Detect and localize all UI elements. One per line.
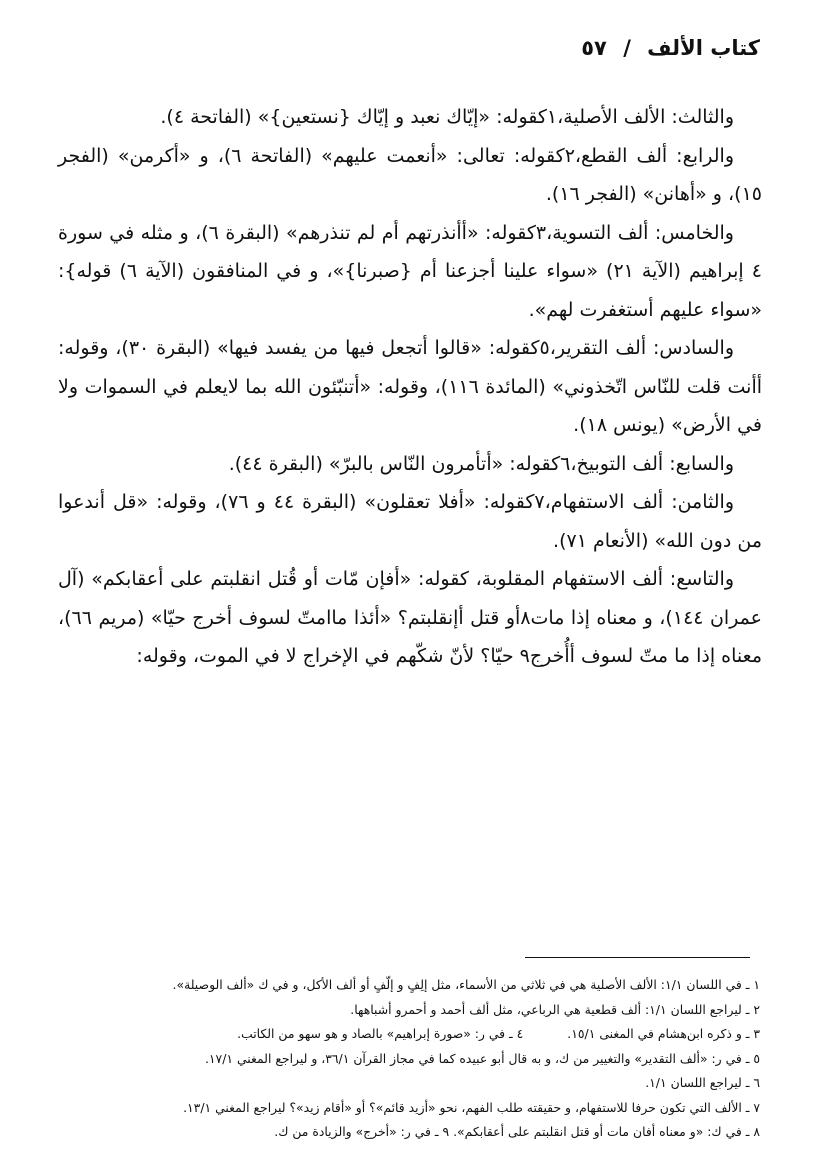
text-line: إبراهيم (الآية ٢١) «سواء علينا أجزعنا أم {صبرنا}»، و في المنافقون (الآية ٦) قوله}: «سواء bbox=[58, 260, 762, 321]
footnote-6: ٦ ـ ليراجع اللسان ١/١. bbox=[645, 1075, 760, 1090]
paragraph-seventh bbox=[58, 445, 762, 484]
footnote-3-4-line bbox=[100, 1022, 760, 1047]
main-text bbox=[58, 98, 762, 676]
text-line: والثالث: الألف الأصلية،١كقوله: «إيّاك نعبد و إيّاك {نستعين}» (الفاتحة ٤). bbox=[160, 106, 734, 128]
text-line: ٦٦)، معناه إذا ما متّ لسوف أأُخرج٩ حيّا؟ لأنّ شكّهم في الإخراج لا في الموت، وقوله: bbox=[58, 606, 762, 667]
header-separator: / bbox=[623, 36, 631, 60]
paragraph-ninth bbox=[58, 560, 762, 676]
text-line: والسابع: ألف التوبيخ،٦كقوله: «أتأمرون النّاس بالبرّ» (البقرة ٤٤). bbox=[228, 452, 734, 475]
footnote-divider bbox=[525, 957, 750, 958]
footnote-3: ٣ ـ و ذكره ابن‌هشام في المغنى ١٥/١. bbox=[567, 1026, 760, 1041]
footnotes bbox=[100, 973, 760, 1145]
text-line: و «أهانن» (الفجر ١٦). bbox=[545, 183, 722, 205]
paragraph-third bbox=[58, 98, 762, 137]
footnote-5: ٥ ـ في ر: «ألف التقدير» والتغيير من ك، و به قال أبو عبيده كما في مجاز القرآن ٣٦/١، و ليراجع المغني ١٧/١. bbox=[204, 1050, 760, 1066]
paragraph-fifth bbox=[58, 214, 762, 330]
text-line: والسادس: ألف التقرير،٥كقوله: «قالوا أتجعل فيها من يفسد فيها» (البقرة ٣٠)، وقوله: bbox=[58, 337, 734, 359]
footnote-4: ٤ ـ في ر: «صورة إبراهيم» بالصاد و هو سهو من الكاتب. bbox=[237, 1026, 524, 1041]
footnote-8-9: ٨ ـ في ك: «و معناه أفان مات أو قتل انقلبتم على أعقابكم». ٩ ـ في ر: «أخرج» والزيادة من ك. bbox=[274, 1124, 760, 1139]
paragraph-sixth bbox=[58, 329, 762, 445]
text-line: من دون الله» (الأنعام ٧١). bbox=[553, 529, 762, 552]
running-header bbox=[60, 36, 760, 76]
text-line: والرابع: ألف القطع،٢كقوله: تعالى: «أنعمت عليهم» (الفاتحة ٦)، و «أكرمن» (الفجر ١٥)، bbox=[58, 144, 762, 205]
text-line: (آل عمران ١٤٤)، و معناه إذا مات٨أو قتل أإنقلبتم؟ «أئذا ماامتّ لسوف أخرج حيّا» (مريم bbox=[58, 568, 762, 629]
text-line: والتاسع: ألف الاستفهام المقلوبة، كقوله: «أفإن مّات أو قُتل انقلبتم على أعقابكم» bbox=[91, 568, 734, 590]
text-line: عليهم أستغفرت لهم». bbox=[528, 298, 705, 321]
paragraph-fourth bbox=[58, 137, 762, 214]
footnote-7: ٧ ـ الألف التي تكون حرفا للاستفهام، و حقيقته طلب الفهم، نحو «أزيد قائم»؟ أو «أقام زيد»؟ ليراجع المغني ١٣/١. bbox=[183, 1099, 760, 1115]
page-number: ٥٧ bbox=[581, 36, 607, 60]
text-line: أأنت قلت للنّاس اتّخذوني» (المائدة ١١٦)، وقوله: «أتنبّئون الله بما لايعلم في السموات bbox=[84, 375, 762, 398]
footnote-2: ٢ ـ ليراجع اللسان ١/١: ألف قطعية هي الرباعي، مثل ألف أحمد و أحمرو أشباهها. bbox=[350, 1001, 760, 1017]
text-line: والثامن: ألف الاستفهام،٧كقوله: «أفلا تعقلون» (البقرة ٤٤ و ٧٦)، وقوله: «قل أندعوا bbox=[58, 491, 734, 513]
paragraph-eighth bbox=[58, 483, 762, 560]
footnote-1: ١ ـ في اللسان ١/١: الألف الأصلية هي في ثلاثي من الأسماء، مثل إلِفٍ و إلّفٍ أو ألف الأكل، و في ك «ألف الوصيلة». bbox=[172, 977, 760, 992]
text-line: ولا في الأرض» (يونس ١٨). bbox=[58, 375, 762, 436]
book-title: كتاب الألف bbox=[647, 36, 760, 60]
text-line: والخامس: ألف التسوية،٣كقوله: «أأنذرتهم أم لم تنذرهم» (البقرة ٦)، و مثله في سورة ٤ bbox=[58, 221, 762, 282]
